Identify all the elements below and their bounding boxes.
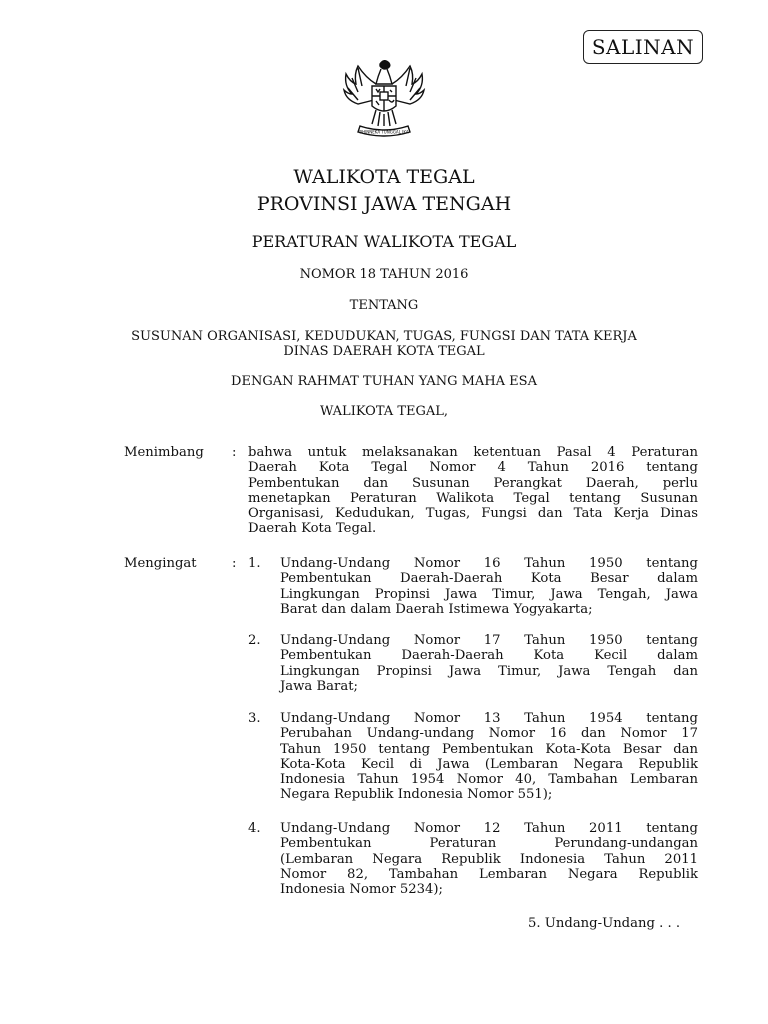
item-line: Indonesia Tahun 1954 Nomor 40, Tambahan Lembaran [280, 772, 698, 788]
menimbang-line: menetapkan Peraturan Walikota Tegal tentang Susunan [248, 490, 698, 506]
subject-line-1: SUSUNAN ORGANISASI, KEDUDUKAN, TUGAS, FUNGSI DAN TATA KERJA [131, 329, 637, 344]
item-line: Pembentukan Daerah-Daerah Kota Besar dalam [280, 571, 698, 587]
item-line: Undang-Undang Nomor 13 Tahun 1954 tentang [280, 711, 698, 726]
item-number: 1. [248, 556, 261, 571]
item-line: (Lembaran Negara Republik Indonesia Tahun 2011 [280, 851, 698, 867]
item-line: Nomor 82, Tambahan Lembaran Negara Republik [280, 866, 698, 882]
menimbang-text [248, 445, 698, 537]
menimbang-line: Daerah Kota Tegal Nomor 4 Tahun 2016 tentang [248, 460, 698, 476]
item-number: 2. [248, 633, 261, 648]
mengingat-label: Mengingat [124, 556, 197, 571]
continuation-note: 5. Undang-Undang . . . [528, 916, 681, 931]
item-line: Barat dan dalam Daerah Istimewa Yogyakarta; [280, 601, 593, 617]
issuer: WALIKOTA TEGAL, [319, 404, 449, 419]
menimbang-label: Menimbang [124, 445, 204, 460]
header-province: PROVINSI JAWA TENGAH [256, 193, 512, 215]
item-line: Indonesia Nomor 5234); [280, 882, 443, 898]
item-number: 3. [248, 711, 261, 726]
item-line: Kota-Kota Kecil di Jawa (Lembaran Negara Republik [280, 756, 698, 772]
item-line: Negara Republik Indonesia Nomor 551); [280, 787, 553, 803]
about-label: TENTANG [349, 298, 419, 313]
mengingat-item-1 [280, 556, 698, 617]
svg-text:BHINNEKA TUNGGAL IKA: BHINNEKA TUNGGAL IKA [359, 129, 409, 135]
item-line: Undang-Undang Nomor 17 Tahun 1950 tentang [280, 633, 698, 648]
item-line: Lingkungan Propinsi Jawa Timur, Jawa Tengah dan [280, 663, 698, 679]
item-line: Lingkungan Propinsi Jawa Timur, Jawa Tengah, Jawa [280, 586, 698, 602]
menimbang-colon: : [232, 445, 237, 460]
doc-type: PERATURAN WALIKOTA TEGAL [251, 232, 517, 251]
doc-number: NOMOR 18 TAHUN 2016 [299, 267, 469, 282]
header-title: WALIKOTA TEGAL [293, 166, 475, 188]
mengingat-item-3 [280, 711, 698, 803]
item-line: Pembentukan Daerah-Daerah Kota Kecil dalam [280, 648, 698, 664]
menimbang-line: bahwa untuk melaksanakan ketentuan Pasal 4 Peraturan [248, 445, 698, 460]
item-line: Tahun 1950 tentang Pembentukan Kota-Kota Besar dan [280, 741, 698, 757]
item-number: 4. [248, 821, 261, 836]
item-line: Jawa Barat; [280, 678, 358, 694]
salinan-stamp: SALINAN [583, 30, 703, 64]
subject-line-2: DINAS DAERAH KOTA TEGAL [283, 344, 485, 359]
mengingat-item-4 [280, 821, 698, 897]
item-line: Perubahan Undang-undang Nomor 16 dan Nomor 17 [280, 726, 698, 742]
item-line: Undang-Undang Nomor 16 Tahun 1950 tentang [280, 556, 698, 571]
mengingat-colon: : [232, 556, 237, 571]
item-line: Pembentukan Peraturan Perundang-undangan [280, 836, 698, 852]
blessing: DENGAN RAHMAT TUHAN YANG MAHA ESA [231, 374, 537, 389]
menimbang-line: Pembentukan dan Susunan Perangkat Daerah, perlu [248, 475, 698, 491]
menimbang-line: Daerah Kota Tegal. [248, 521, 377, 537]
garuda-emblem-icon [336, 54, 432, 150]
menimbang-line: Organisasi, Kedudukan, Tugas, Fungsi dan Tata Kerja Dinas [248, 506, 698, 522]
item-line: Undang-Undang Nomor 12 Tahun 2011 tentang [280, 821, 698, 836]
mengingat-item-2 [280, 633, 698, 694]
